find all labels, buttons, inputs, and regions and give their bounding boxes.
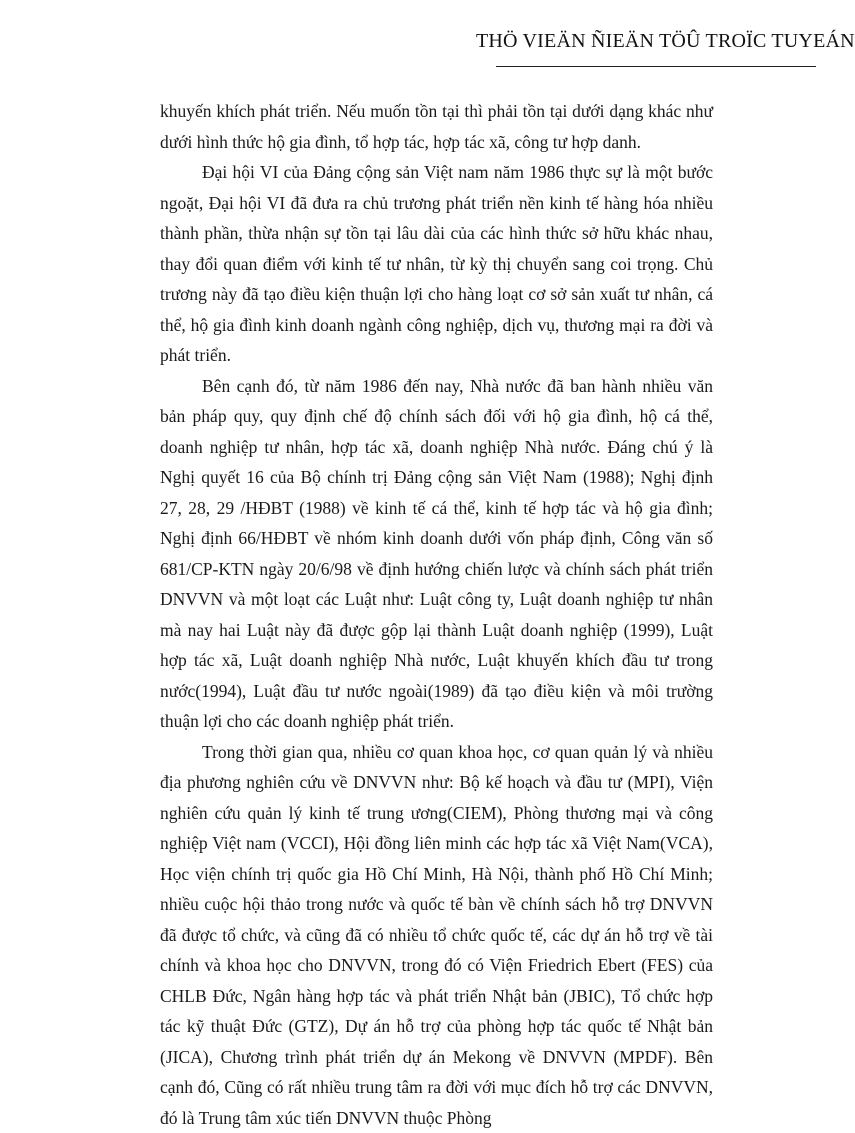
header-divider <box>496 66 816 67</box>
running-header: THÖ VIEÄN ÑIEÄN TÖÛ TROÏC TUYEÁN <box>476 30 816 53</box>
paragraph-continuation: khuyến khích phát triển. Nếu muốn tồn tại thì phải tồn tại dưới dạng khác như dưới hình thức hộ gia đình, tổ hợp tác, hợp tác xã, công tư hợp danh. <box>160 96 713 157</box>
paragraph-research-support: Trong thời gian qua, nhiều cơ quan khoa học, cơ quan quản lý và nhiều địa phương nghiên cứu về DNVVN như: Bộ kế hoạch và đầu tư (MPI), Viện nghiên cứu quản lý kinh tế trung ương(CIEM), Phòng thương mại và công nghiệp Việt nam (VCCI), Hội đồng liên minh các hợp tác xã Việt Nam(VCA), Học viện chính trị quốc gia Hồ Chí Minh, Hà Nội, thành phố Hồ Chí Minh; nhiều cuộc hội thảo trong nước và quốc tế bàn về chính sách hỗ trợ DNVVN đã được tổ chức, và cũng đã có nhiều tổ chức quốc tế, các dự án hỗ trợ về tài chính và khoa học cho DNVVN, trong đó có Viện Friedrich Ebert (FES) của CHLB Đức, Ngân hàng hợp tác và phát triển Nhật bản (JBIC), Tổ chức hợp tác kỹ thuật Đức (GTZ), Dự án hỗ trợ của phòng hợp tác quốc tế Nhật bản (JICA), Chương trình phát triển dự án Mekong về DNVVN (MPDF). Bên cạnh đó, Cũng có rất nhiều trung tâm ra đời với mục đích hỗ trợ các DNVVN, đó là Trung tâm xúc tiến DNVVN thuộc Phòng <box>160 737 713 1133</box>
paragraph-party-congress: Đại hội VI của Đảng cộng sản Việt nam năm 1986 thực sự là một bước ngoặt, Đại hội VI đã đưa ra chủ trương phát triển nền kinh tế hàng hóa nhiều thành phần, thừa nhận sự tồn tại lâu dài của các hình thức sở hữu khác nhau, thay đổi quan điểm với kinh tế tư nhân, từ kỳ thị chuyển sang coi trọng. Chủ trương này đã tạo điều kiện thuận lợi cho hàng loạt cơ sở sản xuất tư nhân, cá thể, hộ gia đình kinh doanh ngành công nghiệp, dịch vụ, thương mại ra đời và phát triển. <box>160 157 713 371</box>
document-body <box>160 96 713 1133</box>
paragraph-legal-framework: Bên cạnh đó, từ năm 1986 đến nay, Nhà nước đã ban hành nhiều văn bản pháp quy, quy định chế độ chính sách đối với hộ gia đình, hộ cá thể, doanh nghiệp tư nhân, hợp tác xã, doanh nghiệp Nhà nước. Đáng chú ý là Nghị quyết 16 của Bộ chính trị Đảng cộng sản Việt Nam (1988); Nghị định 27, 28, 29 /HĐBT (1988) về kinh tế cá thể, kinh tế hợp tác và hộ gia đình; Nghị định 66/HĐBT về nhóm kinh doanh dưới vốn pháp định, Công văn số 681/CP-KTN ngày 20/6/98 về định hướng chiến lược và chính sách phát triển DNVVN và một loạt các Luật như: Luật công ty, Luật doanh nghiệp tư nhân mà nay hai Luật này đã được gộp lại thành Luật doanh nghiệp (1999), Luật hợp tác xã, Luật doanh nghiệp Nhà nước, Luật khuyến khích đầu tư trong nước(1994), Luật đầu tư nước ngoài(1989) đã tạo điều kiện và môi trường thuận lợi cho các doanh nghiệp phát triển. <box>160 371 713 737</box>
